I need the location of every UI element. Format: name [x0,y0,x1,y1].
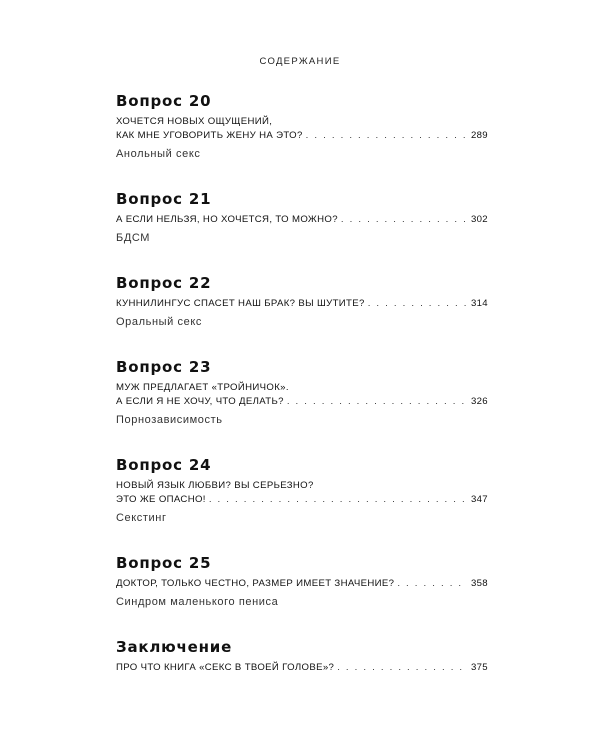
page-number: 347 [470,494,488,505]
entry-title-line: МУЖ ПРЕДЛАГАЕТ «ТРОЙНИЧОК». [116,382,289,393]
entry-title-line [116,577,488,591]
entry-subtitle: Порнозависимость [116,414,223,426]
entry-title-line [116,129,488,143]
dot-leader [287,395,468,409]
entry-title-line [116,493,488,507]
page-header: СОДЕРЖАНИЕ [259,56,341,67]
page-number: 326 [470,396,488,407]
entry-title-text: КАК МНЕ УГОВОРИТЬ ЖЕНУ НА ЭТО? [116,130,303,141]
entry-heading: Вопрос 21 [116,190,212,208]
entry-subtitle: Секстинг [116,512,167,524]
entry-title-line: НОВЫЙ ЯЗЫК ЛЮБВИ? ВЫ СЕРЬЕЗНО? [116,480,314,491]
dot-leader [306,129,468,143]
dot-leader [368,297,468,311]
entry-heading: Вопрос 25 [116,554,212,572]
entry-title-text: А ЕСЛИ НЕЛЬЗЯ, НО ХОЧЕТСЯ, ТО МОЖНО? [116,214,338,225]
dot-leader [397,577,468,591]
entry-subtitle: Синдром маленького пениса [116,596,279,608]
page-number: 314 [470,298,488,309]
page-number: 358 [470,578,488,589]
entry-heading: Вопрос 22 [116,274,212,292]
entry-heading: Вопрос 20 [116,92,212,110]
entry-title-line [116,395,488,409]
entry-title-text: КУННИЛИНГУС СПАСЕТ НАШ БРАК? ВЫ ШУТИТЕ? [116,298,365,309]
entry-title-text: ДОКТОР, ТОЛЬКО ЧЕСТНО, РАЗМЕР ИМЕЕТ ЗНАЧЕНИЕ? [116,578,395,589]
toc-entry [116,92,488,162]
entry-title-text: ПРО ЧТО КНИГА «СЕКС В ТВОЕЙ ГОЛОВЕ»? [116,662,335,673]
entry-heading: Вопрос 23 [116,358,212,376]
page-number: 289 [470,130,488,141]
entry-title-text: А ЕСЛИ Я НЕ ХОЧУ, ЧТО ДЕЛАТЬ? [116,396,284,407]
entry-subtitle: Анольный секс [116,148,201,160]
entry-subtitle: БДСМ [116,232,151,244]
toc-entry [116,456,488,526]
entry-title-line [116,661,488,675]
dot-leader [337,661,468,675]
toc-entry [116,190,488,246]
page-number: 302 [470,214,488,225]
dot-leader [341,213,468,227]
entry-heading: Заключение [116,638,233,656]
toc-entry [116,358,488,428]
toc-entry [116,554,488,610]
entry-title-line [116,213,488,227]
toc-entry [116,638,488,675]
toc-entry [116,274,488,330]
table-of-contents [116,92,488,703]
dot-leader [209,493,468,507]
entry-title-line [116,297,488,311]
page-number: 375 [470,662,488,673]
entry-title-line: ХОЧЕТСЯ НОВЫХ ОЩУЩЕНИЙ, [116,116,273,127]
entry-subtitle: Оральный секс [116,316,202,328]
entry-heading: Вопрос 24 [116,456,212,474]
entry-title-text: ЭТО ЖЕ ОПАСНО! [116,494,206,505]
